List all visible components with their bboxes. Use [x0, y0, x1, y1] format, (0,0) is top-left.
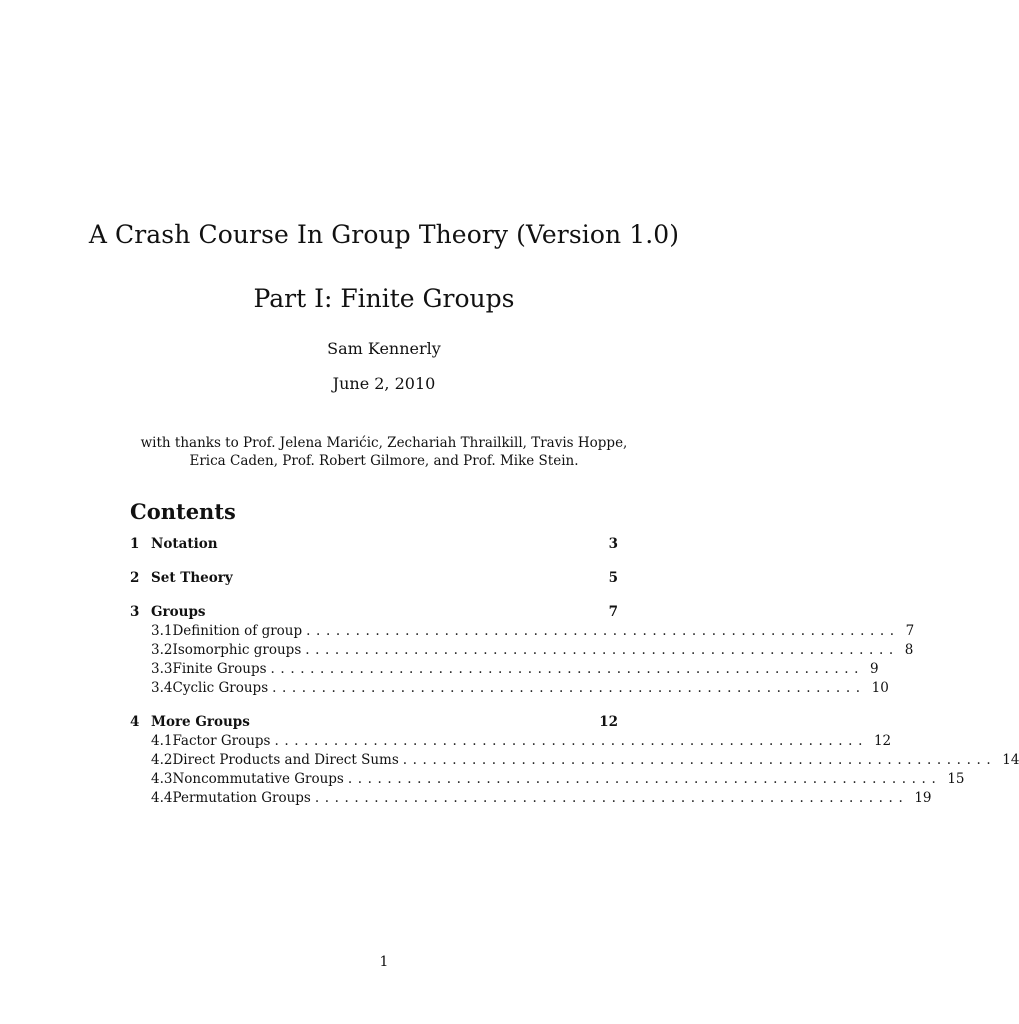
toc-leader-dots: ............................................................	[402, 752, 997, 768]
toc-subsection-number: 4.1	[151, 733, 173, 749]
toc-section-title: Notation	[151, 536, 218, 552]
toc-subsection-number: 4.3	[151, 771, 173, 787]
document-title: A Crash Course In Group Theory (Version 1.0)	[88, 220, 680, 249]
toc-subsection-number: 3.1	[151, 623, 173, 639]
toc-section-page: 3	[608, 536, 618, 552]
toc-subsection-title: Permutation Groups	[172, 790, 311, 806]
toc-subsection-title: Definition of group	[172, 623, 303, 639]
toc-subsection-title: Noncommutative Groups	[172, 771, 344, 787]
toc-section-entry[interactable]	[130, 536, 618, 555]
toc-subsection-entry[interactable]	[130, 680, 889, 699]
toc-section-page: 5	[608, 570, 618, 586]
author-name: Sam Kennerly	[327, 339, 441, 358]
toc-section-title: More Groups	[151, 714, 250, 730]
acknowledgements-line-2: Erica Caden, Prof. Robert Gilmore, and Prof. Mike Stein.	[189, 453, 579, 469]
acknowledgements	[0, 434, 768, 470]
toc-section-number: 2	[130, 570, 140, 586]
acknowledgements-line-1: with thanks to Prof. Jelena Marićic, Zechariah Thrailkill, Travis Hoppe,	[140, 435, 628, 451]
toc-subsection-entry[interactable]	[130, 771, 965, 790]
toc-section-page: 7	[608, 604, 618, 620]
toc-subsection-page: 19	[914, 790, 932, 806]
toc-subsection-entry[interactable]	[130, 623, 915, 642]
toc-section-number: 4	[130, 714, 140, 730]
toc-subsection-title: Finite Groups	[172, 661, 267, 677]
toc-subsection-number: 3.3	[151, 661, 173, 677]
toc-subsection-page: 9	[870, 661, 879, 677]
toc-section-page: 12	[599, 714, 618, 730]
table-of-contents	[130, 536, 1019, 809]
toc-leader-dots: ............................................................	[270, 661, 865, 677]
toc-subsection-number: 3.4	[151, 680, 173, 696]
toc-subsection-entry[interactable]	[130, 642, 914, 661]
toc-leader-dots: ............................................................	[272, 680, 866, 696]
document-date: June 2, 2010	[332, 374, 436, 393]
toc-subsection-page: 8	[904, 642, 914, 658]
toc-subsection-title: Cyclic Groups	[172, 680, 269, 696]
toc-section-entry[interactable]	[130, 604, 618, 623]
toc-subsection-page: 12	[873, 733, 892, 749]
toc-section-entry[interactable]	[130, 570, 618, 589]
toc-subsection-page: 10	[871, 680, 889, 696]
contents-heading: Contents	[130, 499, 236, 524]
toc-leader-dots: ............................................................	[305, 642, 899, 658]
toc-subsection-number: 4.4	[151, 790, 173, 806]
toc-leader-dots: ............................................................	[274, 733, 868, 749]
toc-subsection-entry[interactable]	[130, 752, 1019, 771]
toc-leader-dots: ............................................................	[347, 771, 942, 787]
toc-section-number: 1	[130, 536, 140, 552]
toc-section-title: Set Theory	[151, 570, 233, 586]
toc-subsection-number: 3.2	[151, 642, 173, 658]
toc-subsection-entry[interactable]	[130, 733, 892, 752]
toc-subsection-page: 7	[905, 623, 915, 639]
toc-subsection-number: 4.2	[151, 752, 173, 768]
page-number: 1	[379, 954, 389, 970]
toc-section-entry[interactable]	[130, 714, 618, 733]
toc-subsection-entry[interactable]	[130, 790, 932, 809]
toc-subsection-title: Direct Products and Direct Sums	[172, 752, 399, 768]
toc-leader-dots: ............................................................	[306, 623, 900, 639]
document-subtitle: Part I: Finite Groups	[253, 284, 515, 313]
toc-leader-dots: ............................................................	[314, 790, 909, 806]
toc-subsection-page: 14	[1002, 752, 1019, 768]
toc-section-title: Groups	[151, 604, 206, 620]
toc-subsection-entry[interactable]	[130, 661, 879, 680]
toc-section-number: 3	[130, 604, 140, 620]
toc-subsection-title: Factor Groups	[172, 733, 271, 749]
toc-subsection-page: 15	[947, 771, 965, 787]
toc-subsection-title: Isomorphic groups	[172, 642, 302, 658]
